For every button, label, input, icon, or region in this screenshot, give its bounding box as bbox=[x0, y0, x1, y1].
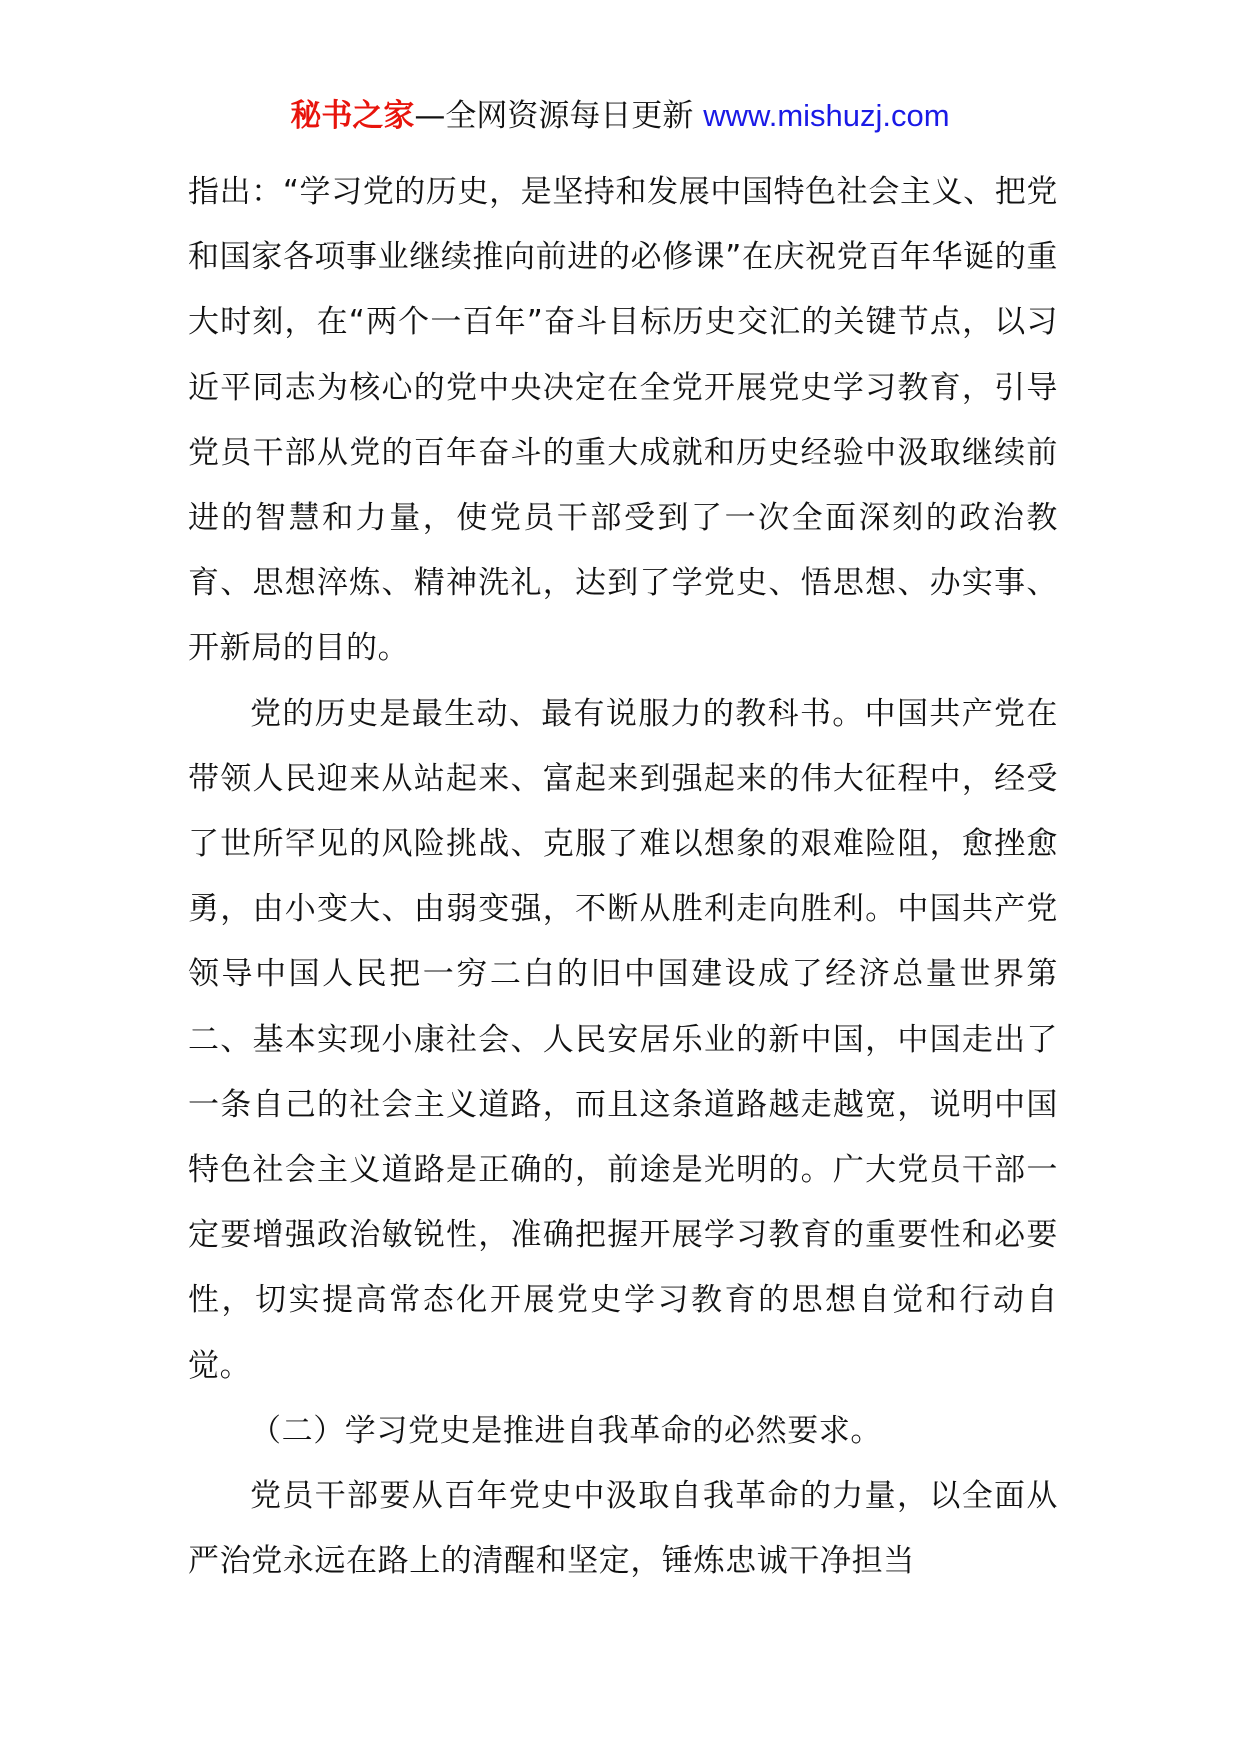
paragraph: 党员干部要从百年党史中汲取自我革命的力量，以全面从严治党永远在路上的清醒和坚定，锤炼忠诚干净担当 bbox=[188, 1478, 1058, 1580]
site-header bbox=[0, 96, 1240, 136]
section-heading: （二）学习党史是推进自我革命的必然要求。 bbox=[250, 1412, 882, 1449]
document-body bbox=[188, 160, 1058, 1594]
site-brand: 秘书之家 bbox=[290, 98, 415, 134]
site-url-link[interactable]: www.mishuzj.com bbox=[703, 98, 950, 133]
site-tagline: —全网资源每日更新 bbox=[414, 98, 694, 134]
paragraph: 党的历史是最生动、最有说服力的教科书。中国共产党在带领人民迎来从站起来、富起来到强起来的伟大征程中，经受了世所罕见的风险挑战、克服了难以想象的艰难险阻，愈挫愈勇，由小变大、由弱变强，不断从胜利走向胜利。中国共产党领导中国人民把一穷二白的旧中国建设成了经济总量世界第二、基本实现小康社会、人民安居乐业的新中国，中国走出了一条自己的社会主义道路，而且这条道路越走越宽，说明中国特色社会主义道路是正确的，前途是光明的。广大党员干部一定要增强政治敏锐性，准确把握开展学习教育的重要性和必要性，切实提高常态化开展党史学习教育的思想自觉和行动自觉。 bbox=[188, 695, 1058, 1384]
paragraph-continued: 指出：“学习党的历史，是坚持和发展中国特色社会主义、把党和国家各项事业继续推向前进的必修课”在庆祝党百年华诞的重大时刻，在“两个一百年”奋斗目标历史交汇的关键节点，以习近平同志为核心的党中央决定在全党开展党史学习教育，引导党员干部从党的百年奋斗的重大成就和历史经验中汲取继续前进的智慧和力量，使党员干部受到了一次全面深刻的政治教育、思想淬炼、精神洗礼，达到了学党史、悟思想、办实事、开新局的目的。 bbox=[188, 174, 1058, 667]
